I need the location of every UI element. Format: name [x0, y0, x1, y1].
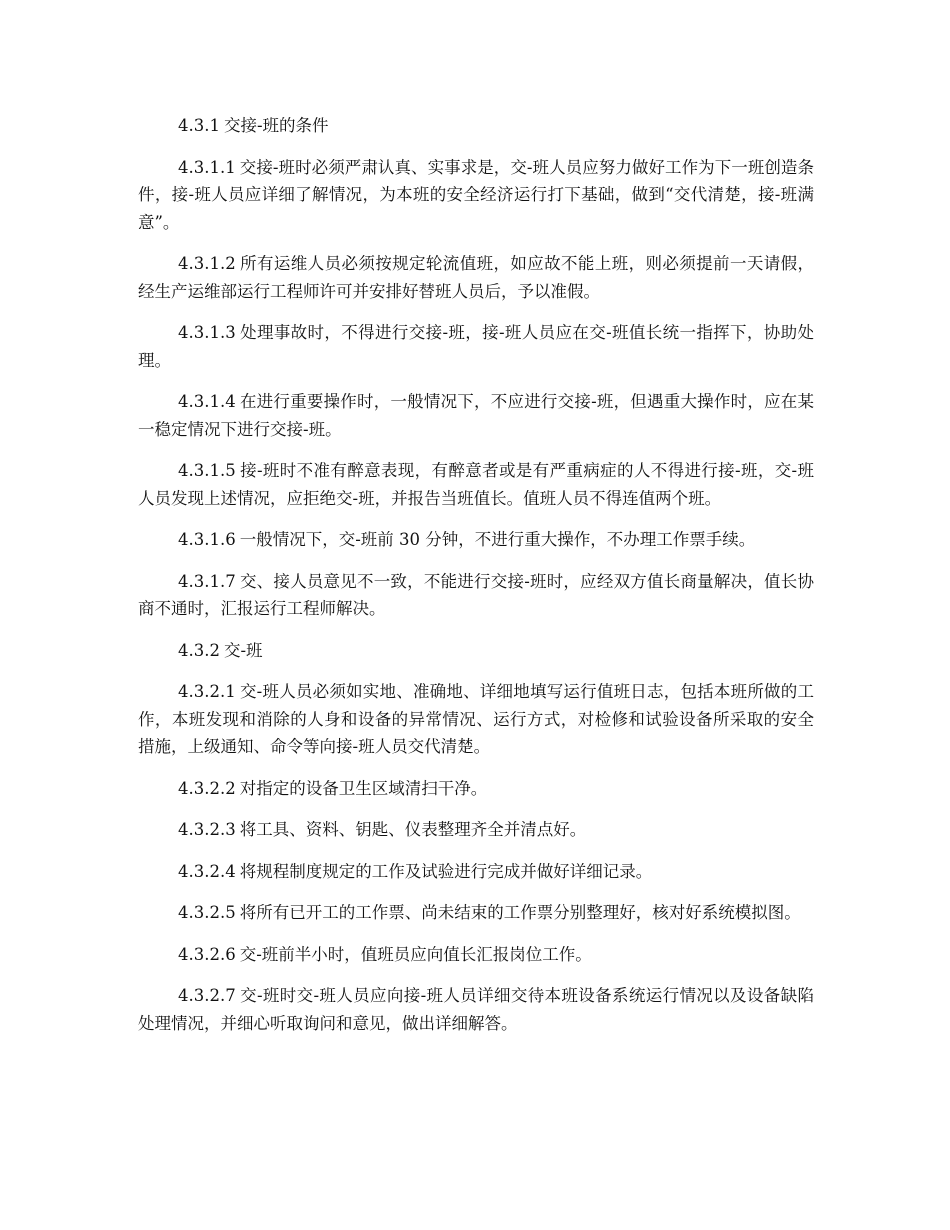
clause-4-3-2-3	[138, 816, 814, 844]
clause-4-3-1-3	[138, 319, 814, 374]
clause-4-3-1-6	[138, 526, 814, 554]
clause-text: 将规程制度规定的工作及试验进行完成并做好详细记录。	[239, 861, 653, 881]
clause-number: 4.3.2.6	[178, 944, 236, 964]
clause-text: 一般情况下，交-班前 30 分钟，不进行重大操作，不办理工作票手续。	[239, 530, 756, 549]
clause-text: 所有运维人员必须按规定轮流值班，如应故不能上班，则必须提前一天请假，经生产运维部运行工程师许可并安排好替班人员后，予以准假。	[138, 254, 814, 301]
clause-4-3-1-5	[138, 457, 814, 512]
clause-text: 交-班人员必须如实地、准确地、详细地填写运行值班日志，包括本班所做的工作，本班发现和消除的人身和设备的异常情况、运行方式，对检修和试验设备所采取的安全措施，上级通知、命令等向接-班人员交代清楚。	[138, 682, 814, 756]
clause-number: 4.3.2.7	[178, 986, 236, 1005]
clause-number: 4.3.2.1	[178, 682, 236, 701]
clause-text: 交、接人员意见不一致，不能进行交接-班时，应经双方值长商量解决，值长协商不通时，汇报运行工程师解决。	[138, 571, 814, 618]
clause-number: 4.3.1.2	[178, 254, 236, 273]
clause-number: 4.3.1.3	[178, 323, 236, 342]
clause-4-3-2-7	[138, 982, 814, 1037]
clause-text: 接-班时不准有醉意表现，有醉意者或是有严重病症的人不得进行接-班，交-班人员发现上述情况，应拒绝交-班，并报告当班值长。值班人员不得连值两个班。	[138, 461, 814, 508]
clause-text: 交接-班的条件	[223, 116, 329, 135]
section-heading-4-3-1	[138, 112, 814, 140]
clause-text: 将工具、资料、钥匙、仪表整理齐全并清点好。	[239, 820, 587, 839]
clause-4-3-2-2	[138, 775, 814, 803]
clause-number: 4.3.1	[178, 116, 220, 135]
clause-text: 交-班前半小时，值班员应向值长汇报岗位工作。	[239, 944, 592, 964]
clause-text: 交-班时交-班人员应向接-班人员详细交待本班设备系统运行情况以及设备缺陷处理情况，并细心听取询问和意见，做出详细解答。	[138, 986, 814, 1033]
clause-number: 4.3.2.5	[178, 903, 236, 922]
clause-4-3-1-7	[138, 568, 814, 623]
clause-number: 4.3.2	[178, 640, 220, 660]
clause-4-3-1-2	[138, 250, 814, 305]
clause-number: 4.3.1.5	[178, 461, 236, 480]
clause-number: 4.3.1.6	[178, 530, 236, 549]
clause-text: 交接-班时必须严肃认真、实事求是，交-班人员应努力做好工作为下一班创造条件，接-班人员应详细了解情况，为本班的安全经济运行打下基础，做到“交代清楚，接-班满意”。	[138, 157, 814, 232]
clause-4-3-1-1	[138, 154, 814, 237]
clause-4-3-2-5	[138, 899, 814, 927]
clause-number: 4.3.1.1	[178, 157, 236, 177]
section-heading-4-3-2	[138, 637, 814, 665]
clause-4-3-1-4	[138, 388, 814, 443]
clause-text: 在进行重要操作时，一般情况下，不应进行交接-班，但遇重大操作时，应在某一稳定情况下进行交接-班。	[138, 392, 814, 439]
clause-text: 交-班	[223, 640, 263, 660]
clause-4-3-2-6	[138, 941, 814, 969]
clause-number: 4.3.1.7	[178, 571, 236, 591]
clause-text: 将所有已开工的工作票、尚未结束的工作票分别整理好，核对好系统模拟图。	[239, 903, 801, 922]
clause-number: 4.3.2.2	[178, 778, 236, 798]
clause-text: 对指定的设备卫生区域清扫干净。	[239, 778, 488, 798]
clause-4-3-2-4	[138, 858, 814, 886]
clause-number: 4.3.2.3	[178, 820, 236, 839]
clause-number: 4.3.1.4	[178, 392, 236, 411]
document-body	[138, 112, 814, 1051]
clause-text: 处理事故时，不得进行交接-班，接-班人员应在交-班值长统一指挥下，协助处理。	[138, 323, 814, 370]
clause-4-3-2-1	[138, 678, 814, 761]
clause-number: 4.3.2.4	[178, 861, 236, 881]
